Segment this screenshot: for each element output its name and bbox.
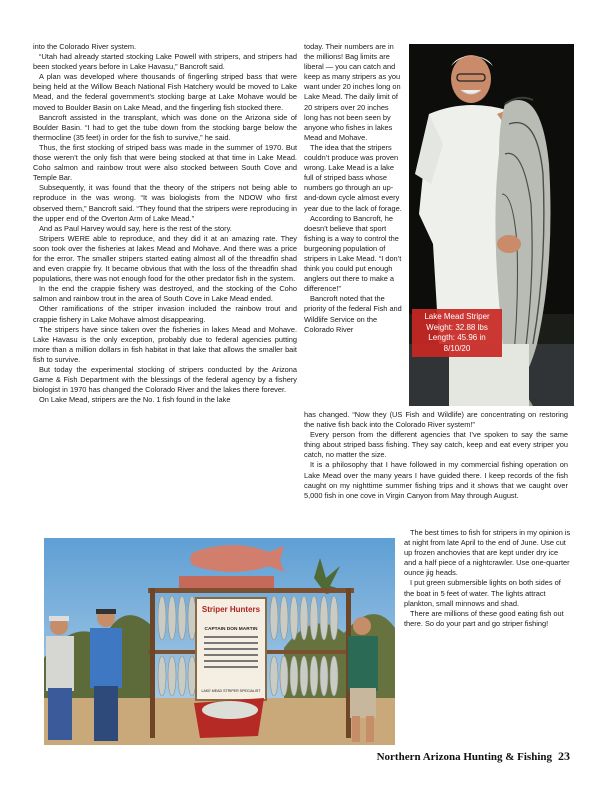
caption-line-1: Lake Mead Striper [424, 312, 490, 321]
article-column-left [33, 42, 297, 405]
group-photo [44, 538, 395, 745]
sign-title: Striper Hunters [201, 605, 261, 614]
sign-footer: LAKE MEAD STRIPER SPECIALIST [201, 689, 261, 693]
article-paragraph: On Lake Mead, stripers are the No. 1 fish found in the lake [39, 395, 231, 405]
article-paragraph: According to Bancroft, he doesn’t believe that sport fishing is a way to control the burgeoning population of stripers in Lake Mead. “I don’t think you could put enough anglers out there to make a difference!” [304, 213, 402, 294]
publication-name: Northern Arizona Hunting & Fishing [376, 751, 552, 763]
article-column-right-lower [404, 528, 572, 629]
article-paragraph: Subsequently, it was found that the theory of the stripers not being able to reproduce in the was wrong. “It was biologists from the NDOW who first observed them,” Bancroft said. “They found that the stripers were reproducing in the upper end of the Overton Arm of Lake Mead.” [33, 183, 297, 223]
photo-caption [412, 309, 502, 357]
article-paragraph: today. Their numbers are in the millions! Bag limits are liberal — you can catch and keep as many stripers as you want under 20 inches long on Lake Mead. The daily limit of 20 stripers over 20 inches long has not been seen by anyone who fishes in lakes Mead and Mohave. [304, 42, 401, 142]
article-paragraph: There are millions of these good eating fish out there. So do your part and go striper fishing! [404, 608, 564, 628]
page-footer [377, 749, 570, 764]
article-paragraph: Every person from the different agencies that I’ve spoken to say the same thing about striped bass fishing. They say catch, keep and eat every striper you catch, no matter the size. [304, 430, 568, 460]
article-paragraph: I put green submersible lights on both sides of the boat in 5 feet of water. The lights attract plankton, small minnows and shad. [404, 578, 561, 608]
caption-date: 8/10/20 [443, 343, 471, 353]
fish-rack-illustration [44, 538, 395, 745]
article-paragraph: It is a philosophy that I have followed in my commercial fishing operation on Lake Mead over the many years I have guided there. I keep records of the fish caught on my nighttime summer fishing trips and it shows that we caught over 5,000 fish in one cove in Virgin Canyon from May through August. [304, 460, 568, 500]
article-paragraph: “Utah had already started stocking Lake Powell with stripers, and stripers had been stocked years before in Lake Havasu,” Bancroft said. [33, 52, 297, 72]
article-paragraph: into the Colorado River system. [33, 42, 137, 51]
article-paragraph: Bancroft noted that the priority of the federal Fish and Wildlife Service on the Colorado River [304, 294, 402, 334]
article-paragraph: And as Paul Harvey would say, here is the rest of the story. [39, 223, 232, 233]
article-paragraph: Other ramifications of the striper invasion included the rainbow trout and crappie fishery in Lake Mohave almost disappearing. [33, 304, 297, 324]
article-paragraph: But today the experimental stocking of stripers conducted by the Arizona Game & Fish Department with the blessings of the federal agency by a fishery biologist in 1970 has changed the Colorado River and the lakes there forever. [33, 365, 297, 395]
article-paragraph: Thus, the first stocking of striped bass was made in the summer of 1970. But those weren’t the only fish that were being stocked at that time in Lake Mead. Coho salmon and rainbow trout were also stocked between South Cove and Temple Bar. [33, 142, 297, 183]
article-column-middle [304, 42, 403, 335]
sign-captain: CAPTAIN DON MARTIN [204, 627, 258, 632]
caption-weight: Weight: 32.88 lbs [426, 322, 488, 332]
article-paragraph: Bancroft assisted in the transplant, which was done on the Arizona side of Boulder Basin. “I had to get the tube down from the stocking barge below the thermocline (35 feet) in order for the fish to survive,” he said. [33, 112, 297, 142]
article-paragraph: The stripers have since taken over the fisheries in lakes Mead and Mohave. Lake Havasu is the only exception, probably due to federal agencies putting more than a million dollars in fish habitat in that lake that allows the smaller bait fish to survive. [33, 324, 297, 364]
article-paragraph: A plan was developed where thousands of fingerling striped bass that were being held at the Willow Beach National Fish Hatchery would be moved to Lake Mead, and the federal government’s stocking barge at Lake Mohave would be moved to Boulder Basin on Lake Mead, and the fingerling fish stocked there. [33, 72, 297, 112]
article-paragraph: The best times to fish for stripers in my opinion is at night from late April to the end of June. Use cut up frozen anchovies that are kept under dry ice and a half piece of a nightcrawler. Use one-quarter ounce jig heads. [404, 528, 571, 578]
article-column-wide [304, 410, 568, 501]
page-number: 23 [558, 749, 570, 763]
article-paragraph: has changed. “Now they (US Fish and Wildlife) are concentrating on restoring the native fish back into the Colorado River system!” [304, 410, 568, 430]
article-paragraph: In the end the crappie fishery was destroyed, and the stocking of the Coho salmon and rainbow trout in the area of South Cove in Lake Mead ended. [33, 284, 297, 304]
caption-length: Length: 45.96 in [428, 333, 486, 342]
article-paragraph: Stripers WERE able to reproduce, and they did it at an amazing rate. They soon took over the fisheries at lakes Mead and Mohave. And there was a price for the error. The smaller stripers started eating almost all of the threadfin shad and even crappie fry. It became obvious that with the loss of the threadfin shad populations, there was not enough food for the other predator fish in the system. [33, 233, 297, 284]
article-paragraph: The idea that the stripers couldn’t produce was proven wrong. Lake Mead is a lake full of striped bass whose numbers go through an up-and-down cycle almost every year due to the lack of forage. [304, 142, 402, 213]
